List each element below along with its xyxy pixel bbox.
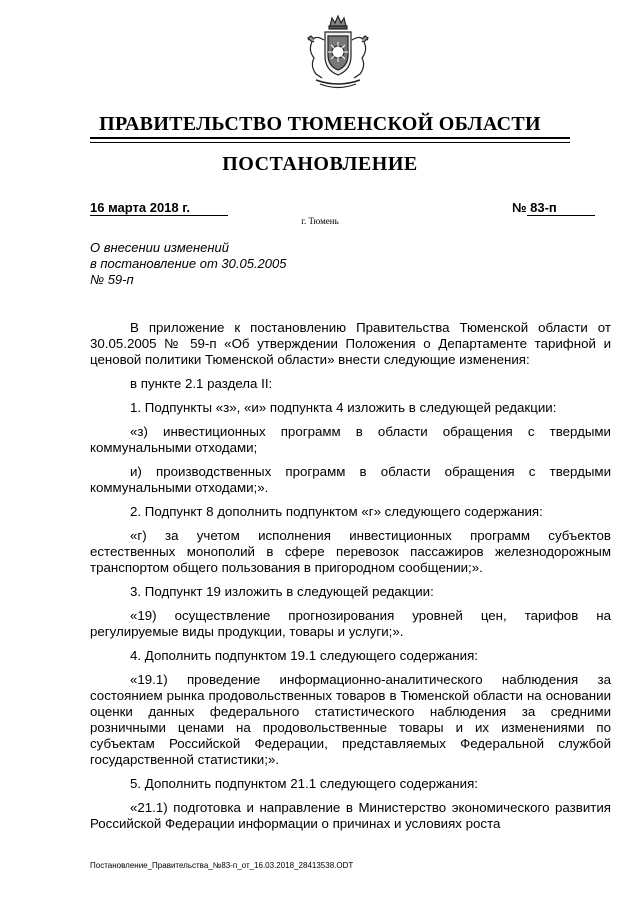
document-type-title: ПОСТАНОВЛЕНИЕ — [222, 153, 418, 175]
body-paragraph: в пункте 2.1 раздела II: — [130, 376, 273, 391]
document-city: г. Тюмень — [301, 216, 339, 226]
document-body — [90, 320, 611, 840]
body-paragraph: «з) инвестиционных программ в области обращения с твердыми коммунальными отходами; — [90, 424, 611, 455]
body-paragraph: и) производственных программ в области обращения с твердыми коммунальными отходами;». — [90, 464, 611, 495]
subject-line: в постановление от 30.05.2005 — [90, 256, 287, 271]
subject-line: № 59-п — [90, 272, 134, 287]
body-paragraph: «г) за учетом исполнения инвестиционных программ субъектов естественных монополий в сфере перевозок пассажиров железнодорожным транспортом общего пользования в пригородном сообщении;». — [90, 528, 611, 575]
document-number: № 83-п — [512, 200, 557, 215]
document-date: 16 марта 2018 г. — [90, 200, 190, 215]
body-paragraph: В приложение к постановлению Правительства Тюменской области от 30.05.2005 № 59-п «Об утверждении Положения о Департаменте тарифной и ценовой политики Тюменской области» внести следующие изменения: — [90, 320, 611, 367]
government-title: ПРАВИТЕЛЬСТВО ТЮМЕНСКОЙ ОБЛАСТИ — [99, 113, 541, 135]
footer-filename: Постановление_Правительства_№83-п_от_16.03.2018_28413538.ODT — [90, 861, 354, 870]
subject-line: О внесении изменений — [90, 240, 229, 255]
body-paragraph: 2. Подпункт 8 дополнить подпунктом «г» следующего содержания: — [130, 504, 543, 519]
number-underline — [527, 215, 595, 216]
body-paragraph: «19) осуществление прогнозирования уровней цен, тарифов на регулируемые виды продукции, товары и услуги;». — [90, 608, 611, 639]
document-subject — [90, 240, 286, 288]
body-paragraph: 1. Подпункты «з», «и» подпункта 4 изложить в следующей редакции: — [130, 400, 557, 415]
body-paragraph: 3. Подпункт 19 изложить в следующей редакции: — [130, 584, 434, 599]
body-paragraph: 4. Дополнить подпунктом 19.1 следующего содержания: — [130, 648, 478, 663]
header-rule-thick — [90, 137, 570, 139]
header-rule-thin — [90, 142, 570, 143]
coat-of-arms-icon — [298, 12, 378, 92]
body-paragraph: «21.1) подготовка и направление в Министерство экономического развития Российской Федерации информации о причинах и условиях роста — [90, 800, 611, 831]
body-paragraph: 5. Дополнить подпунктом 21.1 следующего содержания: — [130, 776, 478, 791]
body-paragraph: «19.1) проведение информационно-аналитического наблюдения за состоянием рынка продовольственных товаров в Тюменской области на основании оценки данных федерального статистического наблюдения за средними розничными ценами на продовольственные товары и их изменениями по субъектам Российской Федерации, представляемых Федеральной службой государственной статистики;». — [90, 672, 611, 767]
